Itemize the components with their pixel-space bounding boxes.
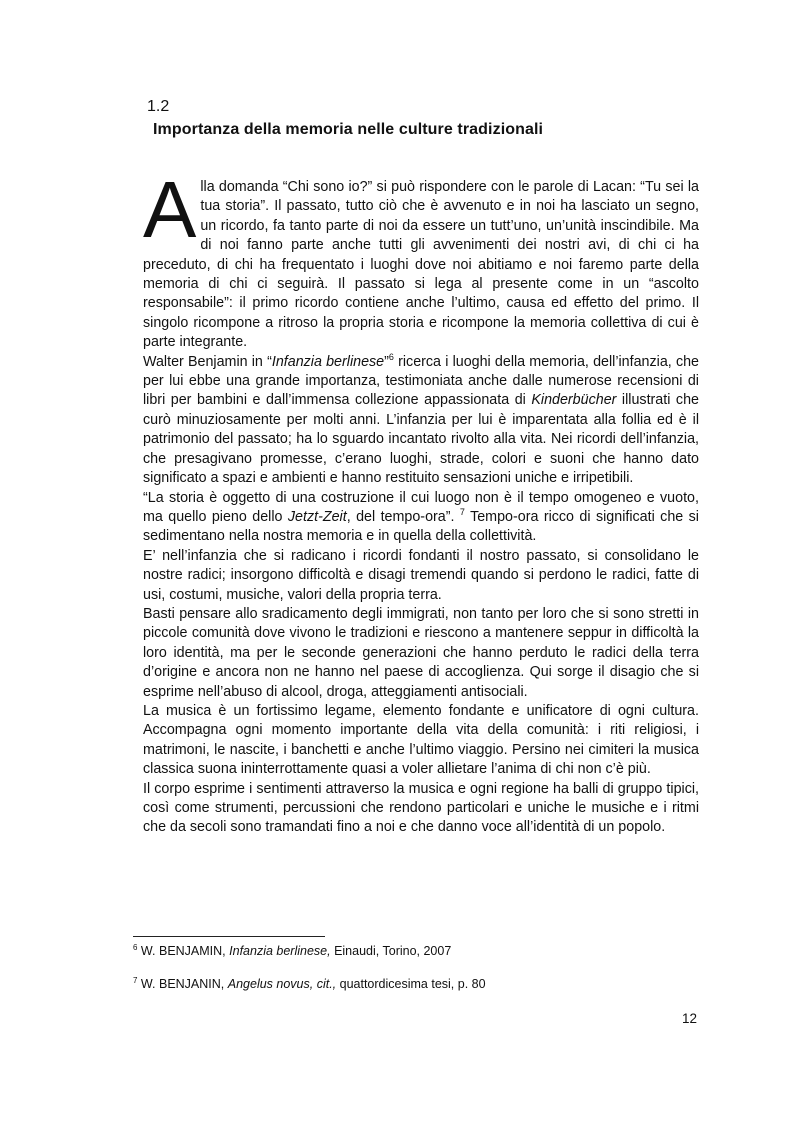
paragraph-2 xyxy=(143,353,699,489)
footnote-title: Angelus novus, cit., xyxy=(227,977,337,991)
text-run: illustrati che curò minuziosamente per molti anni. L’infanzia per lui è imparentata alla follia ed è il patrimonio del passato; ha lo sguardo incantato rivolto alla vita. Nei ricordi dell’infanzia, che presagivano promesse, c’erano luoghi, strade, colori e suoni che hanno dato significato a spazi e ambienti e hanno restituito sensazioni uniche e irripetibili. xyxy=(143,392,699,487)
footnote-6 xyxy=(133,943,451,959)
section-number: 1.2 xyxy=(147,98,170,115)
book-title-infanzia: Infanzia berlinese xyxy=(271,353,385,370)
section-title: Importanza della memoria nelle culture tradizionali xyxy=(153,121,544,138)
footnote-author: W. BENJAMIN, xyxy=(137,944,230,958)
footnote-publisher: quattordicesima tesi, p. 80 xyxy=(336,977,486,991)
text-run: , del tempo-ora”. xyxy=(346,508,460,525)
footnote-number: 7 xyxy=(133,975,138,985)
text-run: ” xyxy=(384,353,389,370)
paragraph-4: E’ nell’infanzia che si radicano i ricordi fondanti il nostro passato, si consolidano le nostre radici; insorgono difficoltà e disagi tremendi quando si perdono le radici, fatte di usi, costumi, musiche, valori della propria terra. xyxy=(143,547,699,603)
text-run: Tempo-ora ricco di significati che si sedimentano nella nostra memoria e in quella della collettività. xyxy=(143,508,699,545)
text-run: Walter Benjamin in “ xyxy=(143,353,272,370)
footnote-ref-7: 7 xyxy=(459,507,465,518)
body-text xyxy=(143,165,700,838)
paragraph-5: Basti pensare allo sradicamento degli immigrati, non tanto per loro che si sono stretti in piccole comunità dove vivono le tradizioni e riescono a mantenere seppur in difficoltà la loro identità, ma per le seconde generazioni che hanno perduto le radici della terra d’origine e ancora non ne hanno nel paese di accoglienza. Qui sorge il disagio che si esprime nell’abuso di alcool, droga, atteggiamenti antisociali. xyxy=(143,605,699,700)
paragraph-1-text: lla domanda “Chi sono io?” si può rispondere con le parole di Lacan: “Tu sei la tua storia”. Il passato, tutto ciò che è avvenuto e in noi ha lasciato un segno, un ricordo, fa tanto parte di noi da essere un tutt’uno, un’unità inscindibile. Ma di noi fanno parte anche tutti gli avvenimenti dei nostri avi, di chi ci ha preceduto, di chi ha frequentato i luoghi dove noi abitiamo e noi faremo parte della memoria di chi ci seguirà. Il passato si lega al presente come in un “ascolto responsabile”: il primo ricordo contiene anche l’ultimo, causa ed effetto del primo. Il singolo ricompone a ritroso la propria storia e ricompone la memoria collettiva di cui è parte integrante. xyxy=(143,179,699,351)
paragraph-3 xyxy=(143,489,699,547)
footnote-number: 6 xyxy=(133,942,138,952)
text-run: “La storia è oggetto di una costruzione il cui luogo non è il tempo omogeneo e vuoto, ma quello pieno dello xyxy=(143,489,699,525)
footnote-publisher: Einaudi, Torino, 2007 xyxy=(330,944,452,958)
paragraph-7: Il corpo esprime i sentimenti attraverso la musica e ogni regione ha balli di gruppo tipici, così come strumenti, percussioni che rendono particolari e uniche le musiche e i ritmi che da secoli sono tramandati fino a noi e che danno voce all’identità di un popolo. xyxy=(143,780,699,836)
term-kinderbucher: Kinderbücher xyxy=(531,392,617,409)
footnote-7 xyxy=(133,976,486,992)
page-number: 12 xyxy=(682,1011,698,1026)
footnote-divider xyxy=(133,936,325,937)
paragraph-1 xyxy=(143,165,699,353)
term-jetzt-zeit: Jetzt-Zeit xyxy=(287,508,347,525)
footnote-title: Infanzia berlinese, xyxy=(229,944,331,958)
text-run: ricerca i luoghi della memoria, dell’infanzia, che per lui ebbe una grande importanza, testimoniata anche dalle numerose recensioni di libri per bambini e dall’immensa collezione appassionata di xyxy=(143,353,700,409)
paragraph-6: La musica è un fortissimo legame, elemento fondante e unificatore di ogni cultura. Accompagna ogni momento importante della vita della comunità: i riti religiosi, i matrimoni, le nascite, i banchetti e anche l’ultimo viaggio. Persino nei cimiteri la musica classica suona ininterrottamente quasi a voler allietare l’anima di chi non c’è più. xyxy=(143,702,699,778)
footnote-ref-6: 6 xyxy=(388,351,394,362)
footnote-author: W. BENJANIN, xyxy=(137,977,228,991)
drop-cap: A xyxy=(143,165,197,254)
